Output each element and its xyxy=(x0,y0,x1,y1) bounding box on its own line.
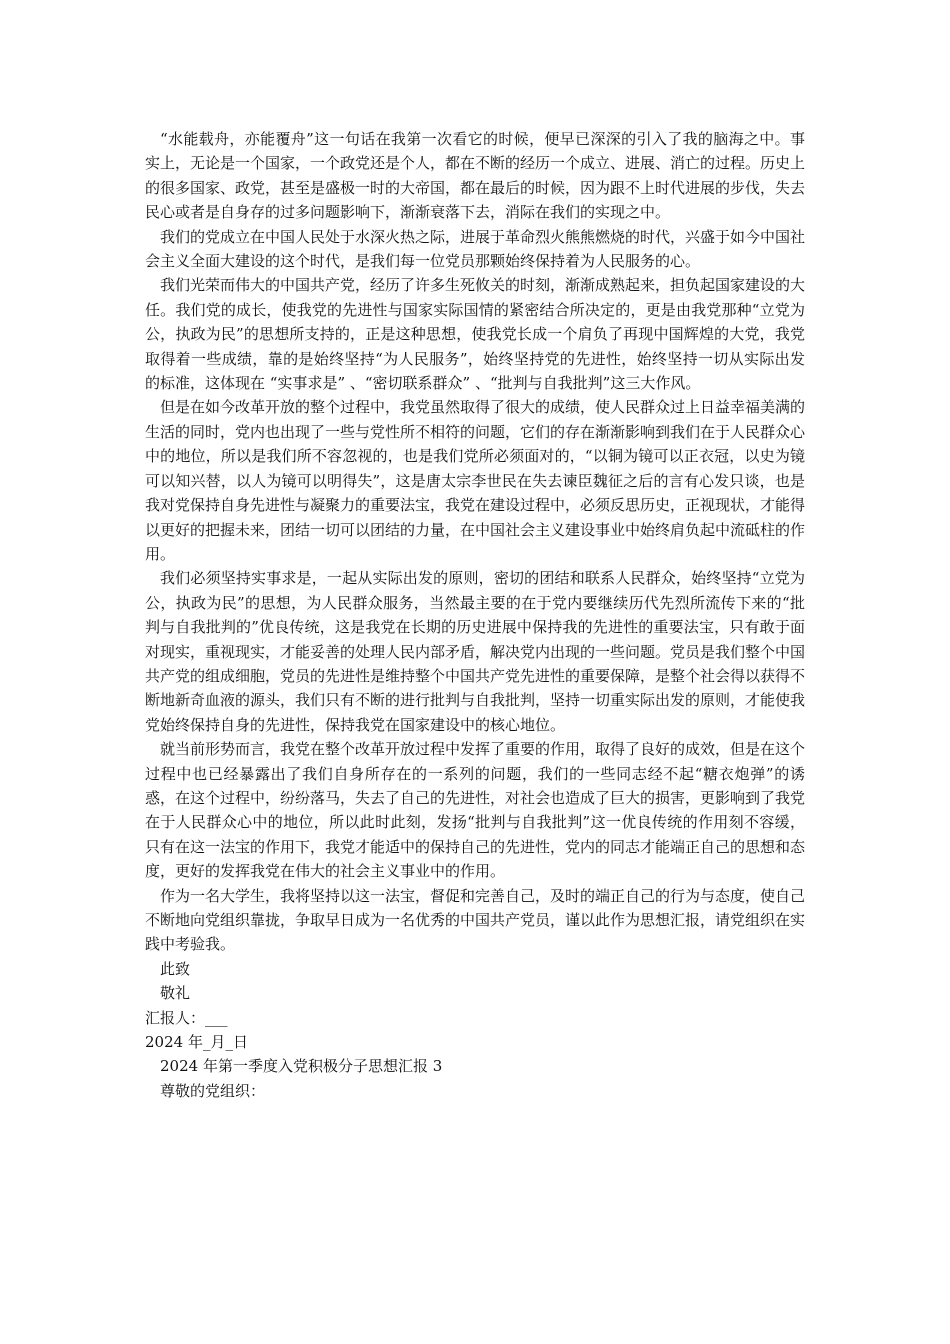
closing-respect: 敬礼 xyxy=(160,984,191,1003)
next-salutation: 尊敬的党组织： xyxy=(160,1081,266,1100)
document-body xyxy=(145,127,805,1103)
body-paragraph-5: 我们必须坚持实事求是，一起从实际出发的原则，密切的团结和联系人民群众，始终坚持“立党为公，执政为民”的思想，为人民群众服务，当然最主要的在于党内要继续历代先烈所流传下来的“批判与自我批判的”优良传统，这是我党在长期的历史进展中保持我的先进性的重要法宝，只有敢于面对现实，重视现实，才能妥善的处理人民内部矛盾，解决党内出现的一些问题。党员是我们整个中国共产党的组成细胞，党员的先进性是维持整个中国共产党先进性的重要保障，是整个社会得以获得不断地新奇血液的源头，我们只有不断的进行批判与自我批判，坚持一切重实际出发的原则，才能使我党始终保持自身的先进性，保持我党在国家建设中的核心地位。 xyxy=(145,569,806,734)
body-paragraph-3: 我们光荣而伟大的中国共产党，经历了许多生死攸关的时刻，渐渐成熟起来，担负起国家建设的大任。我们党的成长，使我党的先进性与国家实际国情的紧密结合所决定的，更是由我党那种“立党为公，执政为民”的思想所支持的，正是这种思想，使我党长成一个肩负了再现中国辉煌的大党，我党取得着一些成绩，靠的是始终坚持“为人民服务”，始终坚持党的先进性，始终坚持一切从实际出发的标准，这体现在 “实事求是” 、“密切联系群众” 、“批判与自我批判”这三大作风。 xyxy=(145,276,806,393)
body-paragraph-7: 作为一名大学生，我将坚持以这一法宝，督促和完善自己，及时的端正自己的行为与态度，使自己不断地向党组织靠拢，争取早日成为一名优秀的中国共产党员，谨以此作为思想汇报，请党组织在实践中考验我。 xyxy=(145,886,806,954)
body-paragraph-6: 就当前形势而言，我党在整个改革开放过程中发挥了重要的作用，取得了良好的成效，但是在这个过程中也已经暴露出了我们自身所存在的一系列的问题，我们的一些同志经不起“糖衣炮弹”的诱惑，在这个过程中，纷纷落马，失去了自己的先进性，对社会也造成了巨大的损害，更影响到了我党在于人民群众心中的地位，所以此时此刻，发扬“批判与自我批判”这一优良传统的作用刻不容缓，只有在这一法宝的作用下，我党才能适中的保持自己的先进性，党内的同志才能端正自己的思想和态度，更好的发挥我党在伟大的社会主义事业中的作用。 xyxy=(145,740,806,881)
closing-salute: 此致 xyxy=(160,959,191,978)
date-line: 2024 年_月_日 xyxy=(145,1033,248,1052)
body-paragraph-2: 我们的党成立在中国人民处于水深火热之际，进展于革命烈火熊熊燃烧的时代，兴盛于如今中国社会主义全面大建设的这个时代，是我们每一位党员那颗始终保持着为人民服务的心。 xyxy=(145,227,806,271)
body-paragraph-4: 但是在如今改革开放的整个过程中，我党虽然取得了很大的成绩，使人民群众过上日益幸福美满的生活的同时，党内也出现了一些与党性所不相符的问题，它们的存在渐渐影响到我们在于人民群众心中的地位，所以是我们所不容忽视的，也是我们党所必须面对的，“以铜为镜可以正衣冠，以史为镜可以知兴替，以人为镜可以明得失”，这是唐太宗李世民在失去谏臣魏征之后的言有心发只谈，也是我对党保持自身先进性与凝聚力的重要法宝，我党在建设过程中，必须反思历史，正视现状，才能得以更好的把握未来，团结一切可以团结的力量，在中国社会主义建设事业中始终肩负起中流砥柱的作用。 xyxy=(145,398,806,563)
next-document-title: 2024 年第一季度入党积极分子思想汇报 3 xyxy=(160,1057,443,1076)
body-paragraph-1: “水能载舟，亦能覆舟”这一句话在我第一次看它的时候，便早已深深的引入了我的脑海之中。事实上，无论是一个国家，一个政党还是个人，都在不断的经历一个成立、进展、消亡的过程。历史上的很多国家、政党，甚至是盛极一时的大帝国，都在最后的时候，因为跟不上时代进展的步伐，失去民心或者是自身存的过多问题影响下，渐渐衰落下去，消际在我们的实现之中。 xyxy=(145,130,806,222)
reporter-line: 汇报人：___ xyxy=(145,1008,228,1027)
